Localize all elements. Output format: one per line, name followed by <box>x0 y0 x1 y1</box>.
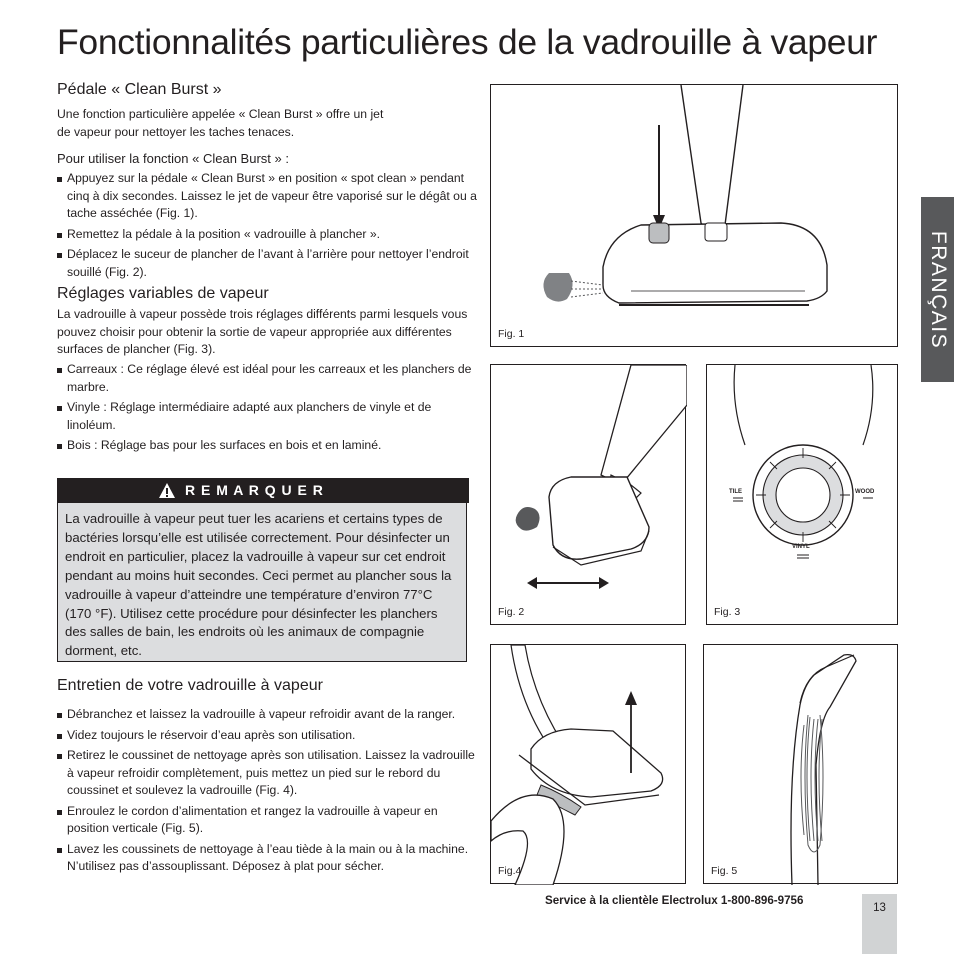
figure-1 <box>490 84 898 347</box>
clean-burst-usage: Pour utiliser la fonction « Clean Burst » : <box>57 151 289 166</box>
dial-wood-label: WOOD <box>855 489 875 495</box>
figure-4 <box>490 644 686 884</box>
maintenance-list <box>57 706 475 879</box>
steam-settings-list <box>57 361 477 458</box>
list-item: Appuyez sur la pédale « Clean Burst » en position « spot clean » pendant cinq à dix secondes. Laissez le jet de vapeur être vaporisé sur le dégât ou a tache asséchée (Fig. 1). <box>57 170 477 223</box>
list-item: Bois : Réglage bas pour les surfaces en bois et en laminé. <box>57 437 477 455</box>
language-tab-label: FRANÇAIS <box>926 230 950 349</box>
figure-1-caption: Fig. 1 <box>498 328 525 340</box>
list-item: Lavez les coussinets de nettoyage à l’eau tiède à la main ou à la machine. N’utilisez pas d’assouplissant. Déposez à plat pour sécher. <box>57 841 475 876</box>
steam-dial-illustration <box>707 365 899 626</box>
clean-burst-list <box>57 170 477 284</box>
list-item: Déplacez le suceur de plancher de l’avant à l’arrière pour nettoyer l’endroit souillé (Fig. 2). <box>57 246 477 281</box>
list-item: Enroulez le cordon d’alimentation et rangez la vadrouille à vapeur en position verticale (Fig. 5). <box>57 803 475 838</box>
figure-5-caption: Fig. 5 <box>711 865 738 877</box>
list-item: Carreaux : Ce réglage élevé est idéal pour les carreaux et les planchers de marbre. <box>57 361 477 396</box>
list-item: Retirez le coussinet de nettoyage après son utilisation. Laissez la vadrouille à vapeur refroidir complètement, puis mettez un pied sur le rebord du coussinet et soulevez la vadrouille (Fig. 4). <box>57 747 475 800</box>
figure-4-caption: Fig.4 <box>498 865 522 877</box>
steam-settings-heading: Réglages variables de vapeur <box>57 285 269 302</box>
steam-mop-clean-burst-illustration <box>491 85 899 348</box>
page-number: 13 <box>862 894 897 954</box>
dial-tile-label: TILE <box>729 489 742 495</box>
customer-service-footer: Service à la clientèle Electrolux 1-800-896-9756 <box>545 894 804 907</box>
language-tab <box>921 197 954 382</box>
list-item: Débranchez et laissez la vadrouille à vapeur refroidir avant de la ranger. <box>57 706 475 724</box>
warning-icon <box>158 482 176 499</box>
clean-burst-heading: Pédale « Clean Burst » <box>57 81 222 98</box>
clean-burst-intro: Une fonction particulière appelée « Clean Burst » offre un jet de vapeur pour nettoyer les taches tenaces. <box>57 107 384 139</box>
dial-vinyl-label: VINYL <box>792 544 810 550</box>
note-label: R E M A R Q U E R <box>185 482 324 498</box>
list-item: Remettez la pédale à la position « vadrouille à plancher ». <box>57 226 477 244</box>
figure-5 <box>703 644 898 884</box>
page-title: Fonctionnalités particulières de la vadrouille à vapeur <box>57 22 878 62</box>
figure-3-caption: Fig. 3 <box>714 606 741 618</box>
note-header <box>57 478 469 503</box>
steam-settings-intro: La vadrouille à vapeur possède trois réglages différents parmi lesquels vous pouvez choisir pour obtenir la sortie de vapeur appropriée aux différentes surfaces de plancher (Fig. 3). <box>57 307 468 356</box>
upright-storage-illustration <box>704 645 899 885</box>
remove-pad-illustration <box>491 645 687 885</box>
list-item: Vinyle : Réglage intermédiaire adapté aux planchers de vinyle et de linoléum. <box>57 399 477 434</box>
note-body: La vadrouille à vapeur peut tuer les acariens et certains types de bactéries lorsqu’elle est utilisée correctement. Pour désinfecter un endroit en particulier, placez la vadrouille à vapeur sur cet endroit pendant au moins huit secondes. Ceci permet au plancher sous la vadrouille à vapeur d’atteindre une température d’environ 77°C (170 °F). Utilisez cette procédure pour désinfecter les planchers des salles de bain, les endroits où les animaux de compagnie dorment, etc. <box>57 503 467 662</box>
list-item: Videz toujours le réservoir d’eau après son utilisation. <box>57 727 475 745</box>
mop-back-forth-illustration <box>491 365 687 626</box>
figure-3 <box>706 364 898 625</box>
figure-2-caption: Fig. 2 <box>498 606 525 618</box>
maintenance-heading: Entretien de votre vadrouille à vapeur <box>57 677 323 694</box>
figure-2 <box>490 364 686 625</box>
